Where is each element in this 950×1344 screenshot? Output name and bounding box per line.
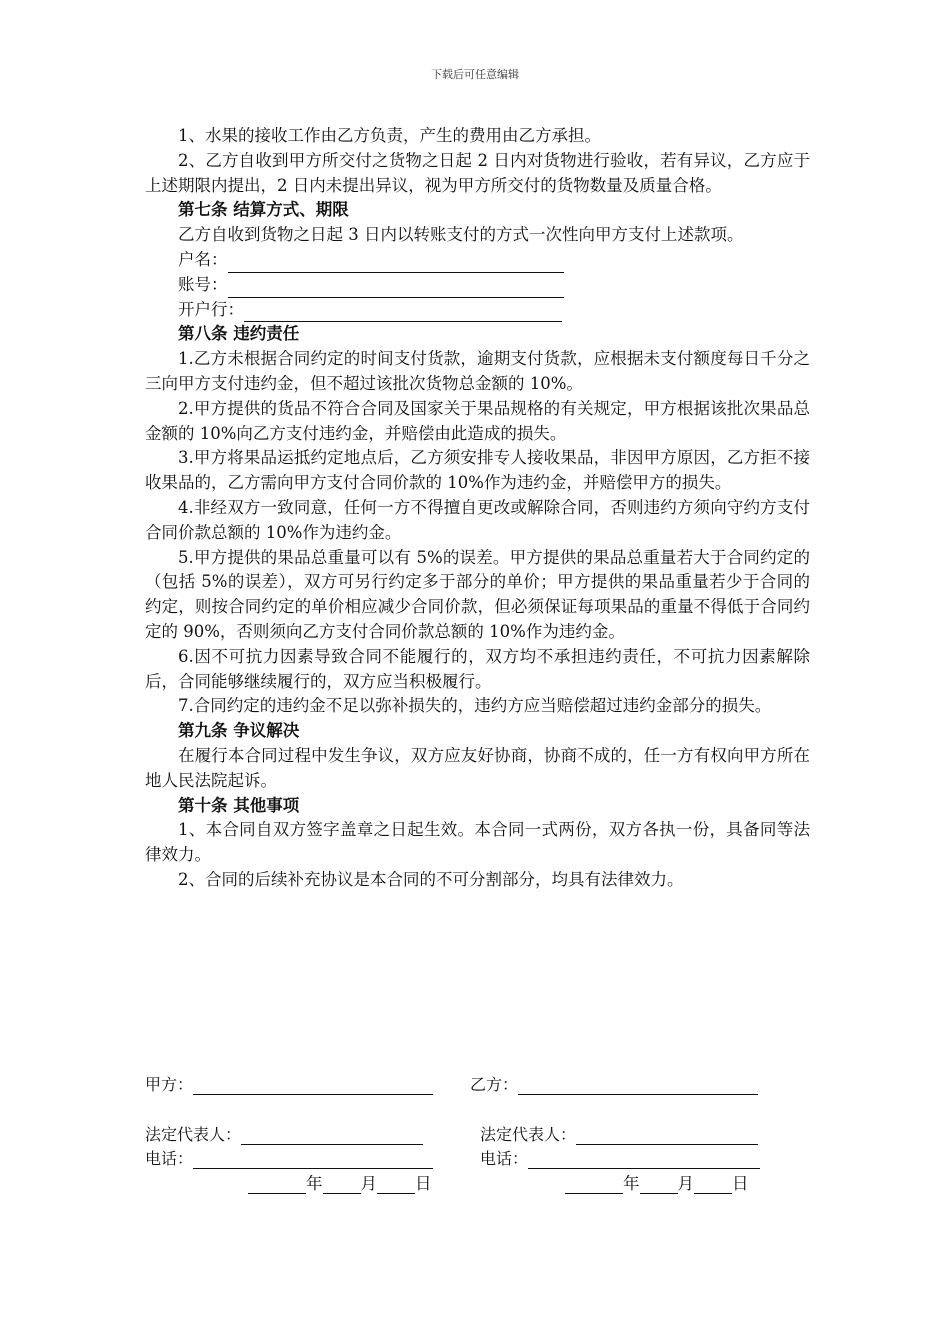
- rep-a-row: [145, 1122, 423, 1145]
- clause-other-2: 2、合同的后续补充协议是本合同的不可分割部分，均具有法律效力。: [178, 869, 684, 889]
- date-a-month-blank[interactable]: [323, 1175, 361, 1194]
- clause-other-1: 1、本合同自双方签字盖章之日起生效。本合同一式两份，双方各执一份，具备同等法律效力。: [145, 820, 810, 865]
- date-a-year-label: 年: [306, 1174, 323, 1193]
- party-b-row: [470, 1072, 758, 1095]
- date-b-year-label: 年: [623, 1174, 640, 1193]
- tel-b-label: 电话：: [480, 1149, 529, 1168]
- clause-payment: 乙方自收到货物之日起 3 日内以转账支付的方式一次性向甲方支付上述款项。: [178, 225, 744, 245]
- party-b-blank[interactable]: [518, 1076, 758, 1095]
- clause-receiving: 1、水果的接收工作由乙方负责，产生的费用由乙方承担。: [178, 126, 601, 145]
- party-b-label: 乙方：: [470, 1075, 519, 1094]
- tel-a-blank[interactable]: [193, 1150, 433, 1169]
- party-a-blank[interactable]: [193, 1076, 433, 1095]
- date-a-day-label: 日: [415, 1174, 432, 1193]
- breach-item-4: 4.非经双方一致同意，任何一方不得擅自更改或解除合同，否则违约方须向守约方支付合同价款总额的 10%作为违约金。: [145, 497, 810, 542]
- account-number-row: [145, 273, 810, 298]
- party-a-label: 甲方：: [145, 1075, 194, 1094]
- breach-item-5: 5.甲方提供的果品总重量可以有 5%的误差。甲方提供的果品总重量若大于合同约定的（包括 5%的误差），双方可另行约定多于部分的单价；甲方提供的果品重量若少于合同的约定，则按合同约定的单价相应减少合同价款，但必须保证每项果品的重量不得低于合同约定的 90%，否则须向乙方支付合同价款总额的 10%作为违约金。: [145, 547, 810, 641]
- rep-b-label: 法定代表人：: [480, 1125, 577, 1144]
- page-header: 下载后可任意编辑: [431, 68, 519, 81]
- rep-b-blank[interactable]: [576, 1126, 758, 1145]
- tel-a-row: [145, 1146, 433, 1169]
- date-b-day-label: 日: [732, 1174, 749, 1193]
- account-name-row: [145, 248, 810, 273]
- breach-item-6: 6.因不可抗力因素导致合同不能履行的，双方均不承担违约责任，不可抗力因素解除后，合同能够继续履行的，双方应当积极履行。: [145, 646, 810, 691]
- account-bank-blank[interactable]: [244, 303, 562, 322]
- contract-body: [145, 124, 810, 893]
- account-number-label: 账号：: [178, 274, 228, 294]
- heading-article-8: 第八条 违约责任: [178, 324, 300, 344]
- account-name-blank[interactable]: [228, 254, 564, 273]
- rep-a-label: 法定代表人：: [145, 1125, 242, 1144]
- heading-article-10: 第十条 其他事项: [178, 795, 300, 815]
- date-a-day-blank[interactable]: [377, 1175, 415, 1194]
- account-bank-label: 开户行：: [178, 299, 244, 319]
- date-b-month-label: 月: [677, 1174, 694, 1193]
- tel-b-row: [480, 1146, 760, 1169]
- date-a: [248, 1170, 432, 1194]
- heading-article-7: 第七条 结算方式、期限: [178, 200, 349, 220]
- date-b-month-blank[interactable]: [640, 1175, 678, 1194]
- date-a-year-blank[interactable]: [248, 1175, 306, 1194]
- account-bank-row: [145, 298, 810, 323]
- clause-dispute: 在履行本合同过程中发生争议，双方应友好协商，协商不成的，任一方有权向甲方所在地人民法院起诉。: [145, 745, 810, 790]
- heading-article-9: 第九条 争议解决: [178, 721, 300, 741]
- rep-a-blank[interactable]: [241, 1126, 423, 1145]
- breach-item-3: 3.甲方将果品运抵约定地点后，乙方须安排专人接收果品，非因甲方原因，乙方拒不接收果品的，乙方需向甲方支付合同价款的 10%作为违约金，并赔偿甲方的损失。: [145, 448, 810, 493]
- account-name-label: 户名：: [178, 249, 228, 269]
- clause-inspection: 2、乙方自收到甲方所交付之货物之日起 2 日内对货物进行验收，若有异议，乙方应于上述期限内提出，2 日内未提出异议，视为甲方所交付的货物数量及质量合格。: [145, 150, 810, 195]
- date-a-month-label: 月: [360, 1174, 377, 1193]
- tel-b-blank[interactable]: [528, 1150, 760, 1169]
- date-b-year-blank[interactable]: [565, 1175, 623, 1194]
- breach-item-1: 1.乙方未根据合同约定的时间支付货款，逾期支付货款，应根据未支付额度每日千分之三向甲方支付违约金，但不超过该批次货物总金额的 10%。: [145, 349, 810, 393]
- account-number-blank[interactable]: [228, 279, 564, 298]
- breach-item-2: 2.甲方提供的货品不符合合同及国家关于果品规格的有关规定，甲方根据该批次果品总金额的 10%向乙方支付违约金，并赔偿由此造成的损失。: [145, 398, 810, 443]
- tel-a-label: 电话：: [145, 1149, 194, 1168]
- party-a-row: [145, 1072, 433, 1095]
- date-b-day-blank[interactable]: [694, 1175, 732, 1194]
- rep-b-row: [480, 1122, 758, 1145]
- date-b: [565, 1170, 749, 1194]
- breach-item-7: 7.合同约定的违约金不足以弥补损失的，违约方应当赔偿超过违约金部分的损失。: [178, 696, 772, 716]
